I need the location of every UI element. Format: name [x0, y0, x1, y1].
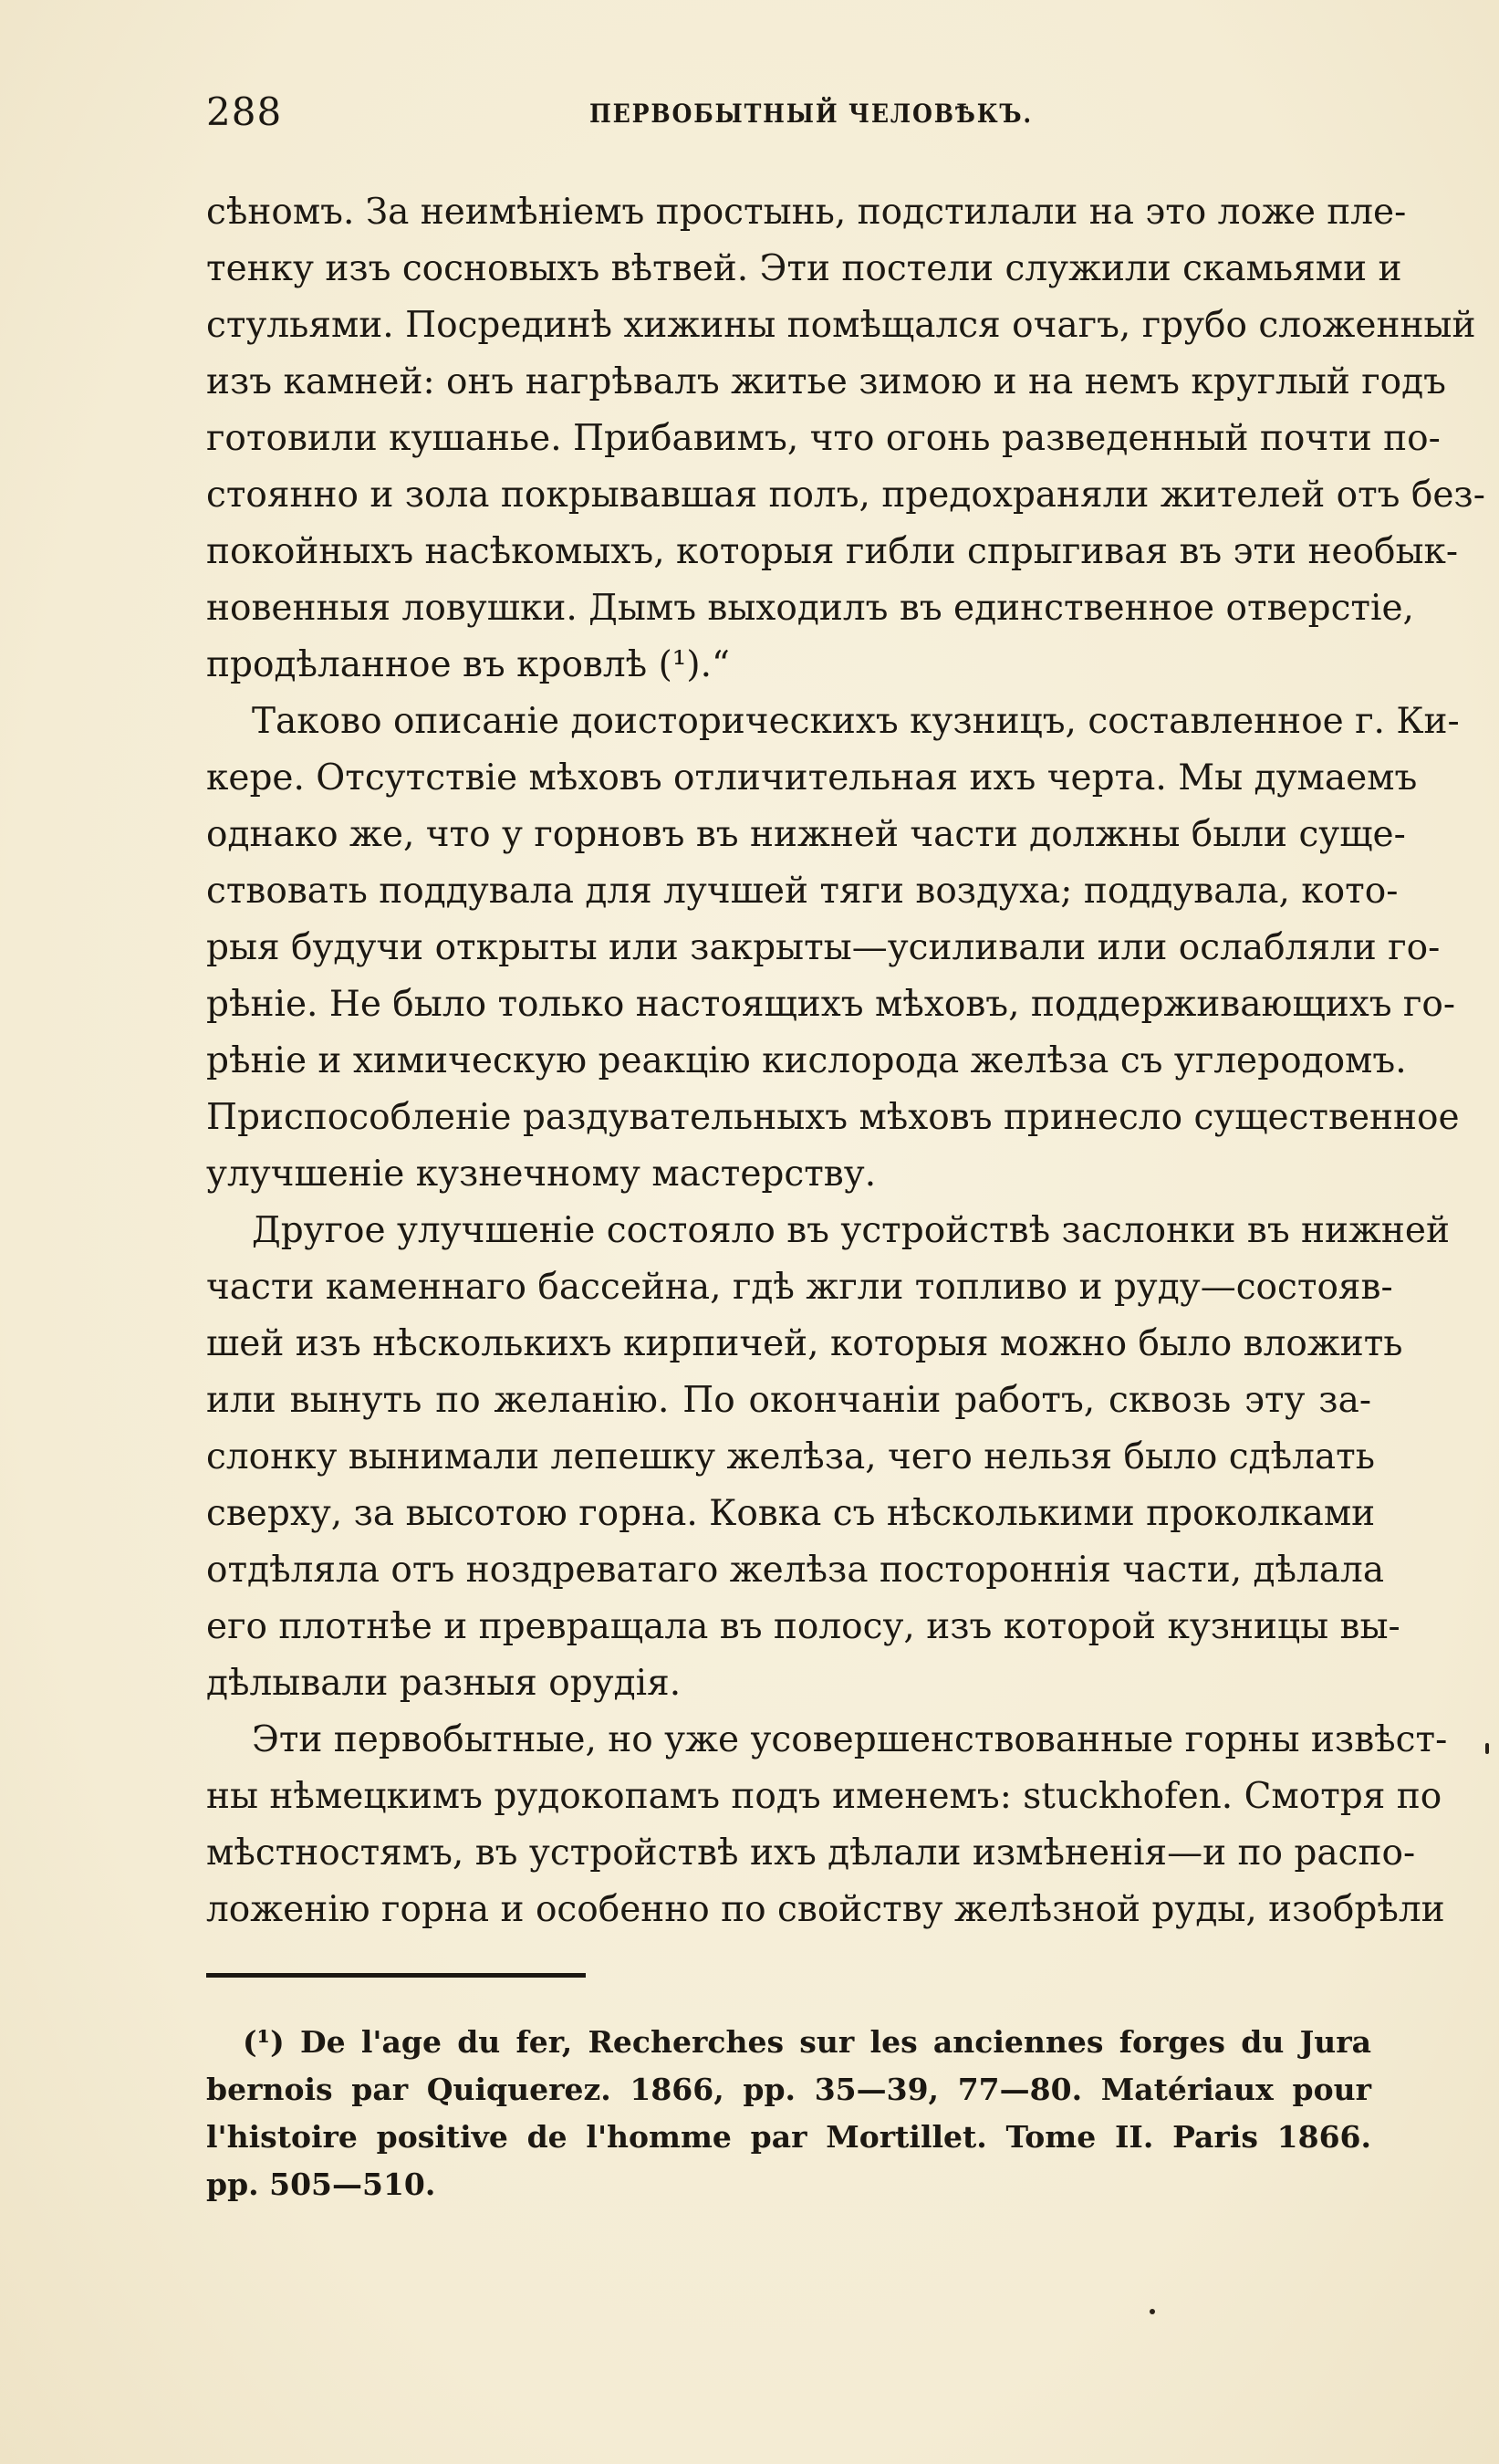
- text-line: шей изъ нѣсколькихъ кирпичей, которыя можно было вложить: [206, 1323, 1403, 1364]
- text-line: ложенію горна и особенно по свойству желѣзной руды, изобрѣли: [206, 1889, 1445, 1930]
- text-line: Приспособленіе раздувательныхъ мѣховъ принесло существенное: [206, 1097, 1460, 1138]
- ink-speck: [1485, 1743, 1489, 1754]
- text-line: дѣлывали разныя орудія.: [206, 1663, 682, 1704]
- page-header: [206, 89, 1371, 144]
- text-line: изъ камней: онъ нагрѣвалъ житье зимою и на немъ круглый годъ: [206, 361, 1446, 402]
- text-line: мѣстностямъ, въ устройствѣ ихъ дѣлали измѣненія—и по распо-: [206, 1832, 1416, 1874]
- text-line: Другое улучшеніе состояло въ устройствѣ заслонки въ нижней: [252, 1210, 1450, 1251]
- text-line: рѣніе. Не было только настоящихъ мѣховъ, поддерживающихъ го-: [206, 984, 1456, 1025]
- text-line: Таково описаніе доисторическихъ кузницъ, составленное г. Ки-: [252, 701, 1460, 742]
- text-line: сѣномъ. За неимѣніемъ простынь, подстилали на это ложе пле-: [206, 192, 1407, 233]
- text-line: Эти первобытные, но уже усовершенствованные горны извѣст-: [252, 1719, 1448, 1760]
- text-line: готовили кушанье. Прибавимъ, что огонь разведенный почти по-: [206, 418, 1441, 459]
- text-line: улучшеніе кузнечному мастерству.: [206, 1154, 877, 1195]
- page-number: 288: [206, 89, 283, 134]
- text-line: или вынуть по желанію. По окончаніи работъ, сквозь эту за-: [206, 1380, 1371, 1421]
- text-line: рыя будучи открыты или закрыты—усиливали или ослабляли го-: [206, 927, 1441, 968]
- running-title: ПЕРВОБЫТНЫЙ ЧЕЛОВѢКЪ.: [589, 99, 1033, 129]
- text-line: продѣланное въ кровлѣ (¹).“: [206, 644, 730, 685]
- text-line: тенку изъ сосновыхъ вѣтвей. Эти постели служили скамьями и: [206, 248, 1402, 289]
- text-line: отдѣляла отъ ноздреватаго желѣза постороннія части, дѣлала: [206, 1550, 1385, 1591]
- text-line: стульями. Посрединѣ хижины помѣщался очагъ, грубо сложенный: [206, 305, 1476, 346]
- text-line: его плотнѣе и превращала въ полосу, изъ которой кузницы вы-: [206, 1606, 1400, 1647]
- text-line: рѣніе и химическую реакцію кислорода желѣза съ углеродомъ.: [206, 1040, 1407, 1081]
- text-line: части каменнаго бассейна, гдѣ жгли топливо и руду—состояв-: [206, 1267, 1393, 1308]
- text-line: ны нѣмецкимъ рудокопамъ подъ именемъ: stuckhofen. Смотря по: [206, 1776, 1442, 1817]
- text-line: новенныя ловушки. Дымъ выходилъ въ единственное отверстіе,: [206, 588, 1414, 629]
- footnote-line: l'histoire positive de l'homme par Mortillet. Tome II. Paris 1866.: [206, 2119, 1371, 2155]
- ink-speck: [1150, 2309, 1155, 2314]
- footnote-rule: [206, 1973, 586, 1978]
- text-line: кере. Отсутствіе мѣховъ отличительная ихъ черта. Мы думаемъ: [206, 757, 1418, 799]
- text-line: стоянно и зола покрывавшая полъ, предохраняли жителей отъ без-: [206, 475, 1485, 516]
- text-line: покойныхъ насѣкомыхъ, которыя гибли спрыгивая въ эти необык-: [206, 531, 1459, 572]
- text-line: однако же, что у горновъ въ нижней части должны были суще-: [206, 814, 1406, 855]
- footnote-line: pp. 505—510.: [206, 2166, 436, 2202]
- text-line: слонку вынимали лепешку желѣза, чего нельзя было сдѣлать: [206, 1436, 1375, 1477]
- footnote: [206, 2019, 1371, 2208]
- text-line: ствовать поддувала для лучшей тяги воздуха; поддувала, кото-: [206, 871, 1399, 912]
- footnote-line: (¹) De l'age du fer, Recherches sur les anciennes forges du Jura: [243, 2024, 1371, 2060]
- text-line: сверху, за высотою горна. Ковка съ нѣсколькими проколками: [206, 1493, 1376, 1534]
- footnote-line: bernois par Quiquerez. 1866, pp. 35—39, 77—80. Matériaux pour: [206, 2072, 1371, 2107]
- body-text: [206, 184, 1485, 1938]
